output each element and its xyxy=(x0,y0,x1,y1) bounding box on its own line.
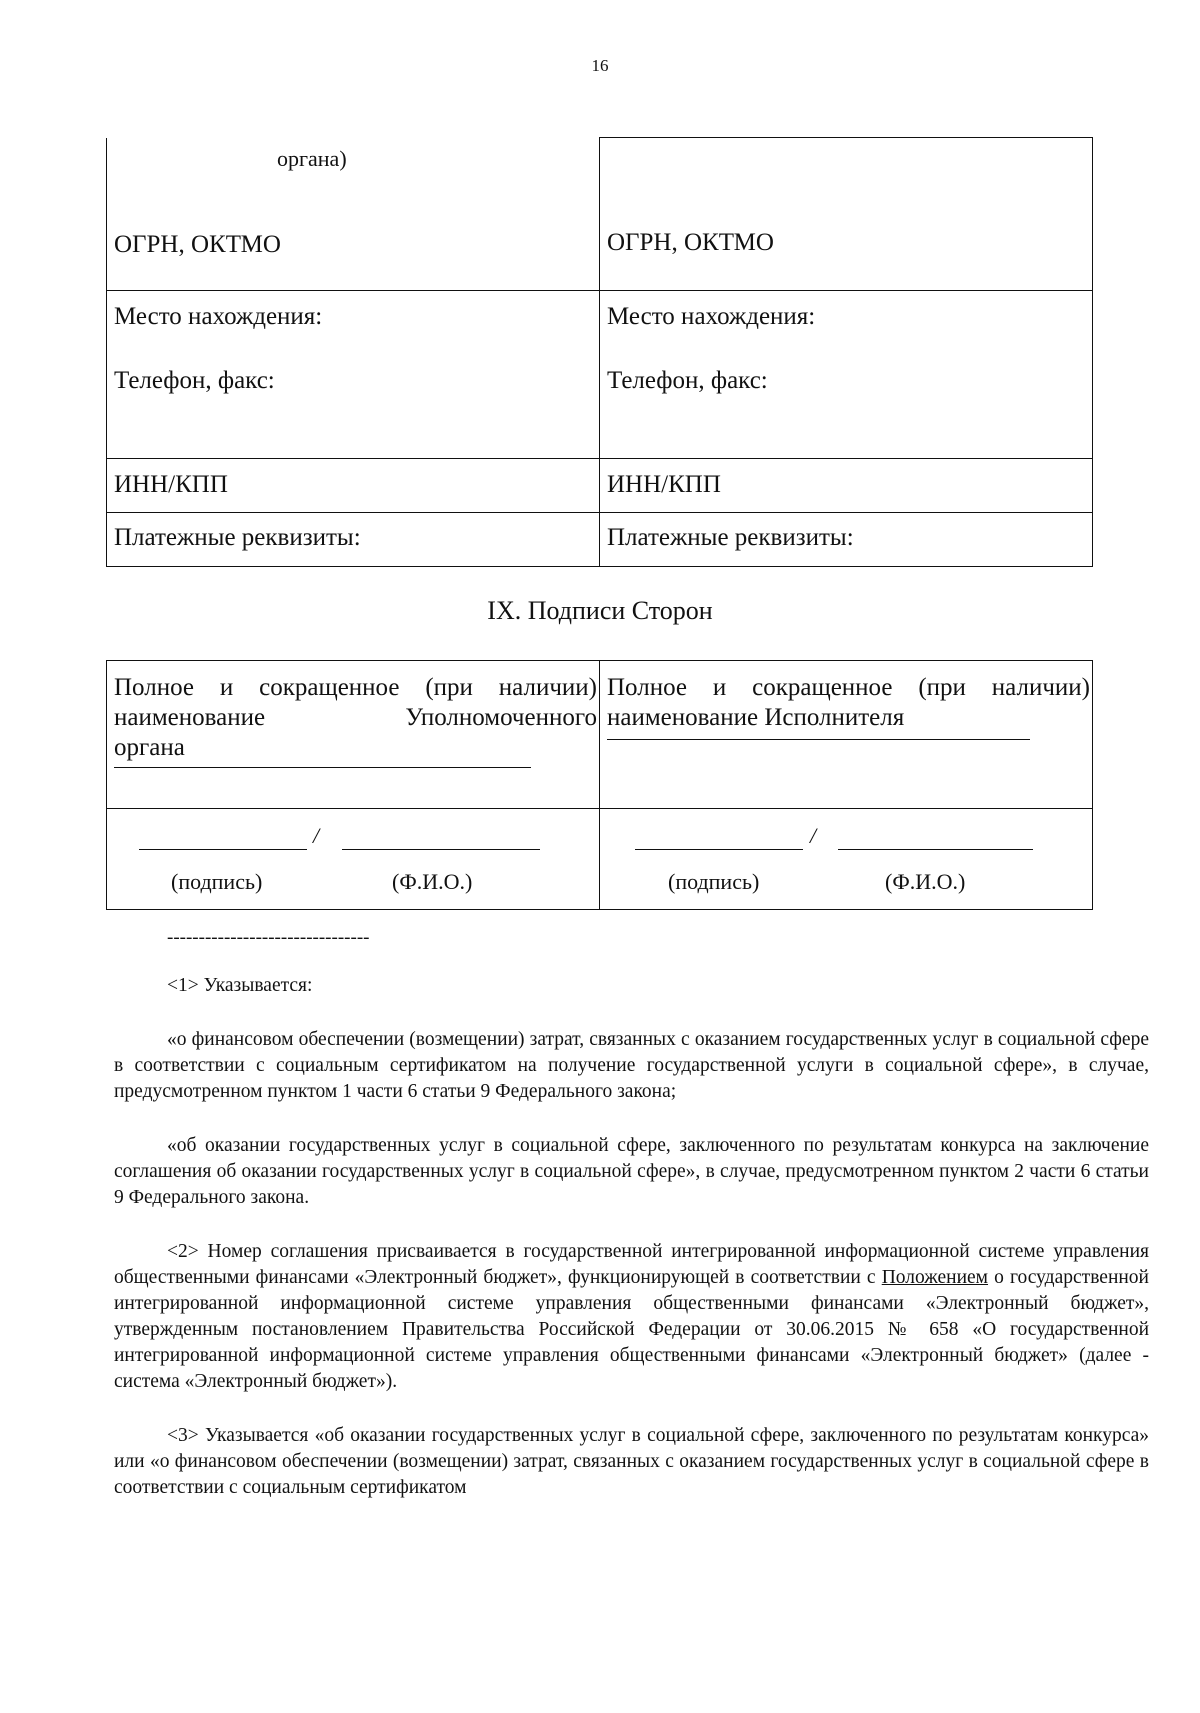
page-number: 16 xyxy=(591,56,609,75)
executor-signature-line xyxy=(635,849,803,850)
executor-fullname-cell xyxy=(600,661,1093,809)
executor-inn-label: ИНН/КПП xyxy=(607,471,721,498)
authority-inn-label: ИНН/КПП xyxy=(114,471,228,498)
executor-inn-cell xyxy=(600,459,1093,513)
requisites-table xyxy=(106,137,1093,567)
authority-location-label: Место нахождения: xyxy=(114,303,323,330)
executor-payment-label: Платежные реквизиты: xyxy=(607,524,854,551)
authority-fullname-cell xyxy=(107,661,600,809)
footnote-3: <3> Указывается «об оказании государственных услуг в социальной сфере, заключенного по результатам конкурса» или «о финансовом обеспечении (возмещении) затрат, связанных с оказанием государственных услуг в социальной сфере в соответствии с социальным сертификатом xyxy=(114,1425,1149,1498)
authority-inn-cell xyxy=(107,459,600,513)
authority-signature-slash: / xyxy=(313,823,320,848)
authority-phone-label: Телефон, факс: xyxy=(114,367,275,394)
executor-fullname-blank xyxy=(607,739,1030,740)
signatures-table xyxy=(106,660,1093,910)
authority-ogrn-label: ОГРН, ОКТМО xyxy=(114,230,281,258)
executor-signature-slash: / xyxy=(810,823,817,848)
footnotes xyxy=(114,925,1149,1501)
authority-payment-label: Платежные реквизиты: xyxy=(114,524,361,551)
footnote-1-paragraph-1: «о финансовом обеспечении (возмещении) затрат, связанных с оказанием государственных услуг в социальной сфере в соответствии с социальным сертификатом на получение государственной услуги в социальной сфере», в случае, предусмотренном пунктом 1 части 6 статьи 9 Федерального закона; xyxy=(114,1029,1149,1102)
authority-name-continuation: органа) xyxy=(277,145,347,171)
executor-signature-caption: (подпись) xyxy=(668,869,760,894)
executor-fullname-line2: наименование Исполнителя xyxy=(607,704,905,731)
authority-fio-caption: (Ф.И.О.) xyxy=(392,869,473,894)
authority-signature-cell xyxy=(107,809,600,910)
regulation-link[interactable]: Положением xyxy=(881,1267,989,1288)
authority-fio-line xyxy=(342,849,540,850)
executor-signature-cell xyxy=(600,809,1093,910)
authority-signature-caption: (подпись) xyxy=(171,869,263,894)
executor-location-label: Место нахождения: xyxy=(607,303,816,330)
authority-fullname-line3: органа xyxy=(114,734,185,761)
footnote-separator: -------------------------------- xyxy=(167,927,370,948)
authority-name-cell xyxy=(107,138,600,291)
authority-fullname-line1: Полное и сокращенное (при наличии) xyxy=(114,674,597,701)
footnote-1-title: <1> Указывается: xyxy=(167,975,313,996)
authority-fullname-word2: Уполномоченного xyxy=(405,704,597,731)
authority-location-cell xyxy=(107,291,600,459)
authority-fullname-word1: наименование xyxy=(114,704,266,731)
executor-fio-line xyxy=(838,849,1033,850)
executor-name-cell xyxy=(600,138,1093,291)
executor-fio-caption: (Ф.И.О.) xyxy=(885,869,966,894)
footnote-2-text-a: <2> Номер соглашения присваивается в государственной интегрированной информационной системе управления общественными финансами «Электронный бюджет», функционирующей в соответствии с xyxy=(114,1241,1149,1288)
footnote-2-text-b: о государственной интегрированной информационной системе управления общественными финансами «Электронный бюджет», утвержденным постановлением Правительства Российской Федерации от 30.06.2015 № 658 «О государственной интегрированной информационной системе управления общественными финансами «Электронный бюджет» (далее - система «Электронный бюджет»). xyxy=(114,1267,1149,1392)
footnote-1-paragraph-2: «об оказании государственных услуг в социальной сфере, заключенного по результатам конкурса на заключение соглашения об оказании государственных услуг в социальной сфере», в случае, предусмотренном пунктом 2 части 6 статьи 9 Федерального закона. xyxy=(114,1135,1149,1208)
footnote-2 xyxy=(114,1239,1149,1395)
section-title: IX. Подписи Сторон xyxy=(487,596,713,625)
authority-fullname-line2 xyxy=(107,703,599,733)
executor-phone-label: Телефон, факс: xyxy=(607,367,768,394)
executor-location-cell xyxy=(600,291,1093,459)
authority-fullname-blank xyxy=(114,767,531,768)
executor-ogrn-label: ОГРН, ОКТМО xyxy=(607,229,774,256)
executor-fullname-line1: Полное и сокращенное (при наличии) xyxy=(607,674,1090,701)
authority-payment-cell xyxy=(107,513,600,567)
executor-payment-cell xyxy=(600,513,1093,567)
authority-signature-line xyxy=(139,849,307,850)
